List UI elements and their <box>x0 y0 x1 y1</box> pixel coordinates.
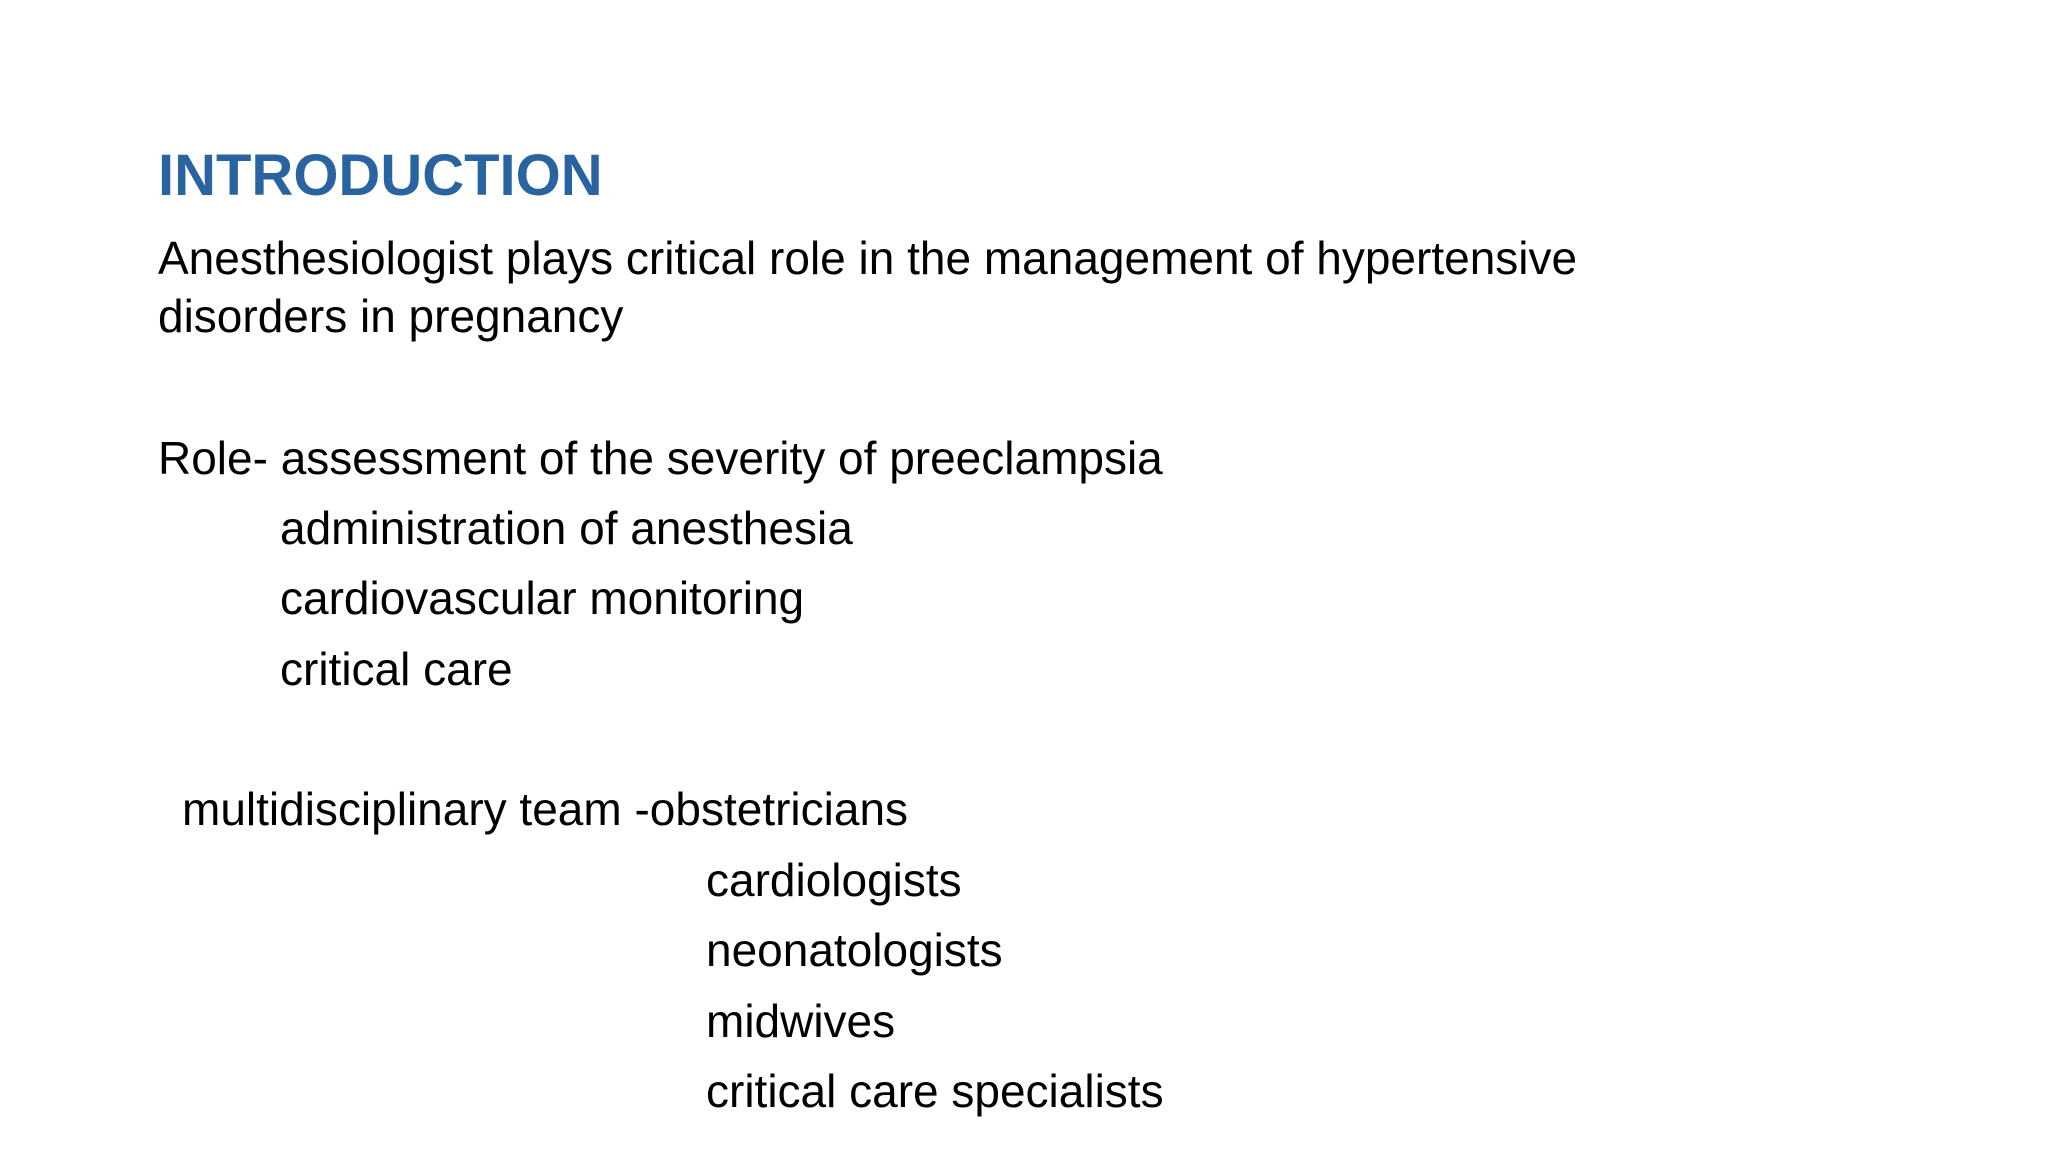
intro-line-2: disorders in pregnancy <box>158 290 624 342</box>
team-member-neonatologists: neonatologists <box>706 924 1003 976</box>
role-item-monitoring: cardiovascular monitoring <box>280 572 805 624</box>
team-member-critical-care-specialists: critical care specialists <box>706 1065 1164 1117</box>
team-member-midwives: midwives <box>706 995 896 1047</box>
team-line: multidisciplinary team -obstetricians <box>182 783 909 835</box>
role-item-administration: administration of anesthesia <box>280 502 853 554</box>
slide-title: INTRODUCTION <box>158 143 603 208</box>
team-member-cardiologists: cardiologists <box>706 854 962 906</box>
intro-line-1: Anesthesiologist plays critical role in the management of hypertensive <box>158 232 1578 284</box>
role-item-critical-care: critical care <box>280 643 513 695</box>
role-line: Role- assessment of the severity of preeclampsia <box>158 432 1163 484</box>
